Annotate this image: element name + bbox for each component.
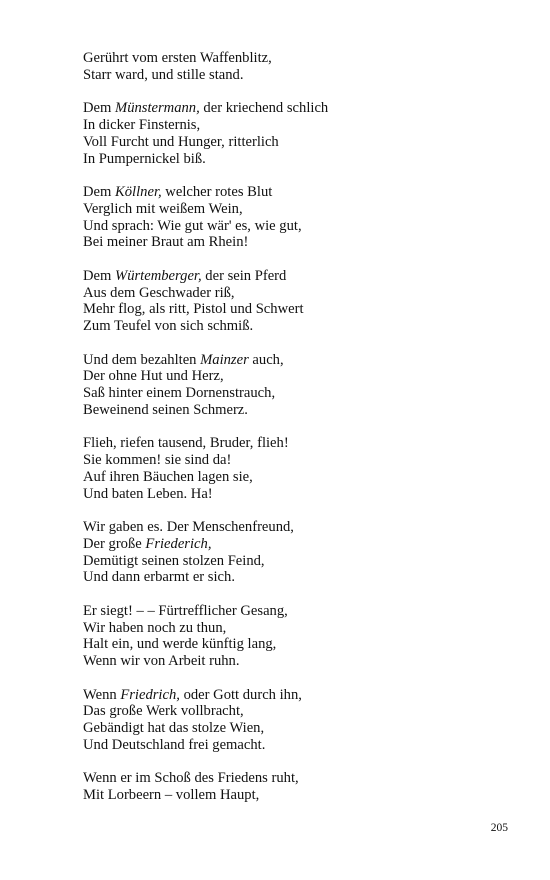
verse-line — [83, 653, 503, 670]
verse-line — [83, 553, 503, 570]
verse-line — [83, 435, 503, 452]
line-text: Beweinend seinen Schmerz. — [83, 401, 248, 418]
verse-line — [83, 402, 503, 419]
line-text: Mit Lorbeern – vollem Haupt, — [83, 787, 260, 804]
verse-line — [83, 100, 503, 117]
verse-line — [83, 184, 503, 201]
stanza — [83, 268, 503, 335]
line-text: welcher rotes Blut — [161, 183, 273, 200]
verse-line — [83, 703, 503, 720]
stanza — [83, 100, 503, 167]
verse-line — [83, 469, 503, 486]
verse-line — [83, 50, 503, 67]
verse-line — [83, 268, 503, 285]
verse-line — [83, 134, 503, 151]
verse-line — [83, 385, 503, 402]
italic-name: Mainzer — [200, 351, 249, 368]
line-text: Voll Furcht und Hunger, ritterlich — [83, 133, 279, 150]
verse-line — [83, 569, 503, 586]
line-text: Und Deutschland frei gemacht. — [83, 737, 266, 754]
verse-line — [83, 770, 503, 787]
poem-text — [83, 50, 503, 821]
verse-line — [83, 301, 503, 318]
line-text: Das große Werk vollbracht, — [83, 703, 244, 720]
line-text: Und baten Leben. Ha! — [83, 485, 213, 502]
verse-line — [83, 318, 503, 335]
line-text: In Pumpernickel biß. — [83, 150, 206, 167]
verse-line — [83, 620, 503, 637]
line-text: Starr ward, und stille stand. — [83, 66, 244, 83]
line-text: der kriechend schlich — [199, 100, 329, 117]
verse-line — [83, 218, 503, 235]
line-text: Flieh, riefen tausend, Bruder, flieh! — [83, 435, 289, 452]
verse-line — [83, 787, 503, 804]
line-text: Mehr flog, als ritt, Pistol und Schwert — [83, 301, 304, 318]
verse-line — [83, 285, 503, 302]
verse-line — [83, 452, 503, 469]
line-text: Demütigt seinen stolzen Feind, — [83, 552, 265, 569]
line-text: Auf ihren Bäuchen lagen sie, — [83, 468, 253, 485]
line-text: Der große — [83, 535, 146, 552]
line-text: Und dem bezahlten — [83, 351, 201, 368]
line-text: Gebändigt hat das stolze Wien, — [83, 720, 265, 737]
line-text: Halt ein, und werde künftig lang, — [83, 636, 277, 653]
stanza — [83, 50, 503, 84]
stanza — [83, 435, 503, 502]
line-text: der sein Pferd — [201, 267, 287, 284]
verse-line — [83, 67, 503, 84]
line-text: Gerührt vom ersten Waffenblitz, — [83, 50, 272, 66]
verse-line — [83, 737, 503, 754]
verse-line — [83, 636, 503, 653]
stanza — [83, 770, 503, 804]
line-text: Sie kommen! sie sind da! — [83, 452, 232, 469]
line-text: Wenn wir von Arbeit ruhn. — [83, 653, 240, 670]
italic-name: Münstermann, — [115, 100, 200, 117]
line-text: Der ohne Hut und Herz, — [83, 368, 224, 385]
line-text: Aus dem Geschwader riß, — [83, 284, 235, 301]
stanza — [83, 687, 503, 754]
verse-line — [83, 117, 503, 134]
line-text: auch, — [248, 351, 284, 368]
stanza — [83, 184, 503, 251]
line-text: Wenn — [83, 686, 121, 703]
line-text: Dem — [83, 267, 116, 284]
line-text: Bei meiner Braut am Rhein! — [83, 234, 249, 251]
stanza — [83, 352, 503, 419]
line-text: Und sprach: Wie gut wär' es, wie gut, — [83, 217, 302, 234]
stanza — [83, 603, 503, 670]
verse-line — [83, 486, 503, 503]
verse-line — [83, 603, 503, 620]
line-text: Zum Teufel von sich schmiß. — [83, 318, 254, 335]
page-number: 205 — [490, 822, 508, 834]
italic-name: Friedrich, — [120, 686, 180, 703]
verse-line — [83, 519, 503, 536]
line-text: Saß hinter einem Dornenstrauch, — [83, 385, 276, 402]
italic-name: Köllner, — [115, 183, 162, 200]
line-text: oder Gott durch ihn, — [179, 686, 302, 703]
stanza — [83, 519, 503, 586]
italic-name: Würtemberger, — [115, 267, 202, 284]
line-text: Wir gaben es. Der Menschenfreund, — [83, 519, 294, 536]
line-text: Verglich mit weißem Wein, — [83, 200, 243, 217]
verse-line — [83, 151, 503, 168]
line-text: In dicker Finsternis, — [83, 116, 201, 133]
verse-line — [83, 687, 503, 704]
verse-line — [83, 368, 503, 385]
line-text: Er siegt! – – Fürtrefflicher Gesang, — [83, 602, 288, 619]
verse-line — [83, 201, 503, 218]
line-text: Dem — [83, 183, 116, 200]
verse-line — [83, 234, 503, 251]
italic-name: Friederich, — [145, 535, 212, 552]
line-text: Wenn er im Schoß des Friedens ruht, — [83, 770, 299, 787]
line-text: Und dann erbarmt er sich. — [83, 569, 235, 586]
line-text: Wir haben noch zu thun, — [83, 619, 227, 636]
verse-line — [83, 720, 503, 737]
verse-line — [83, 352, 503, 369]
verse-line — [83, 536, 503, 553]
line-text: Dem — [83, 100, 116, 117]
